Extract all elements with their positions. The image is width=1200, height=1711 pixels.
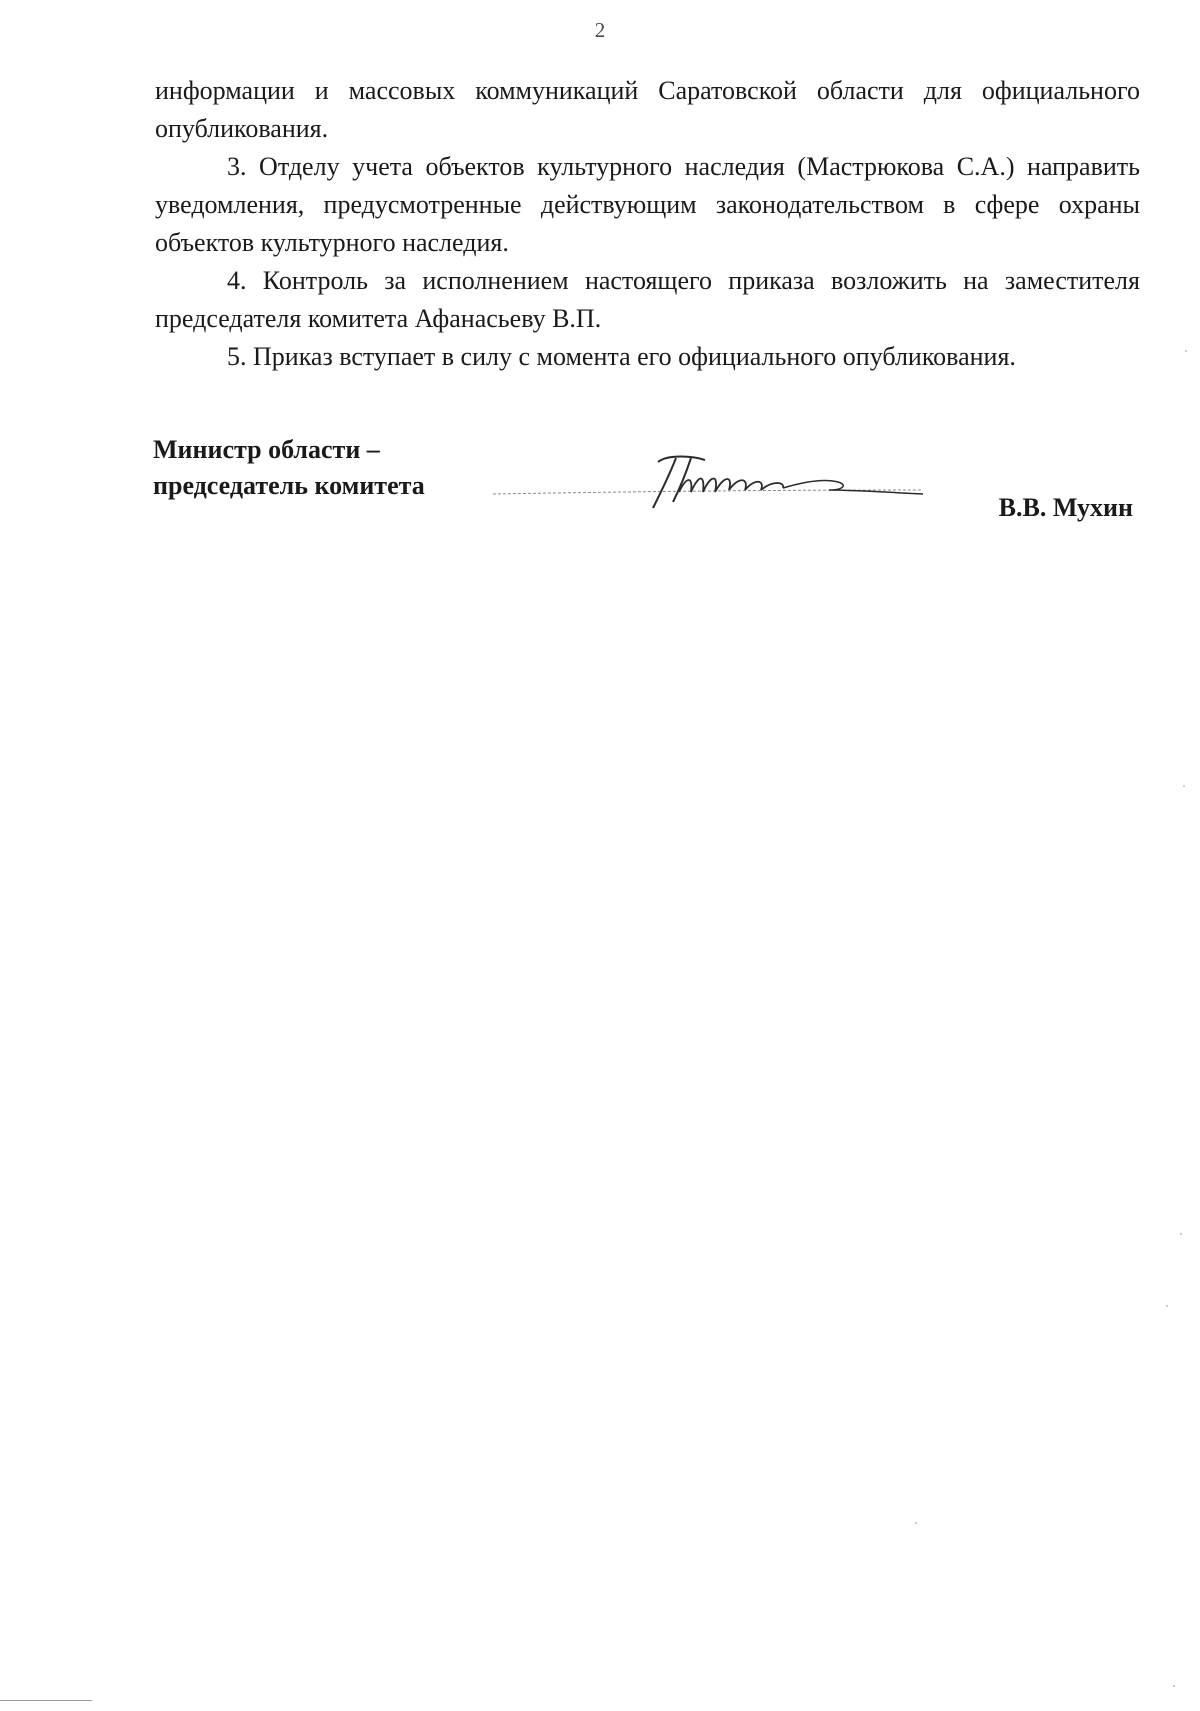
signer-title [153, 432, 425, 504]
scan-speck [1173, 1685, 1175, 1687]
scan-speck [1166, 1305, 1168, 1307]
signer-title-line-1: Министр области – [153, 435, 380, 464]
paragraph-item-4: 4. Контроль за исполнением настоящего приказа возложить на заместителя председателя комитета Афанасьеву В.П. [155, 266, 1140, 333]
document-body [155, 72, 1140, 376]
scan-speck [1180, 1233, 1182, 1235]
page-edge-rule [0, 1700, 92, 1701]
scan-speck [1183, 785, 1185, 787]
page-number: 2 [594, 18, 606, 42]
handwritten-signature [493, 452, 953, 522]
scan-speck [915, 1522, 917, 1524]
scan-speck [1185, 350, 1187, 352]
signer-name: В.В. Мухин [998, 493, 1133, 522]
paragraph-item-3: 3. Отделу учета объектов культурного наследия (Мастрюкова С.А.) направить уведомления, предусмотренные действующим законодательством в сфере охраны объектов культурного наследия. [155, 152, 1140, 257]
signer-title-line-2: председатель комитета [153, 471, 425, 500]
paragraph-item-5: 5. Приказ вступает в силу с момента его официального опубликования. [227, 342, 1016, 371]
paragraph-continuation: информации и массовых коммуникаций Саратовской области для официального опубликования. [155, 76, 1140, 143]
signature-block [153, 432, 1133, 522]
